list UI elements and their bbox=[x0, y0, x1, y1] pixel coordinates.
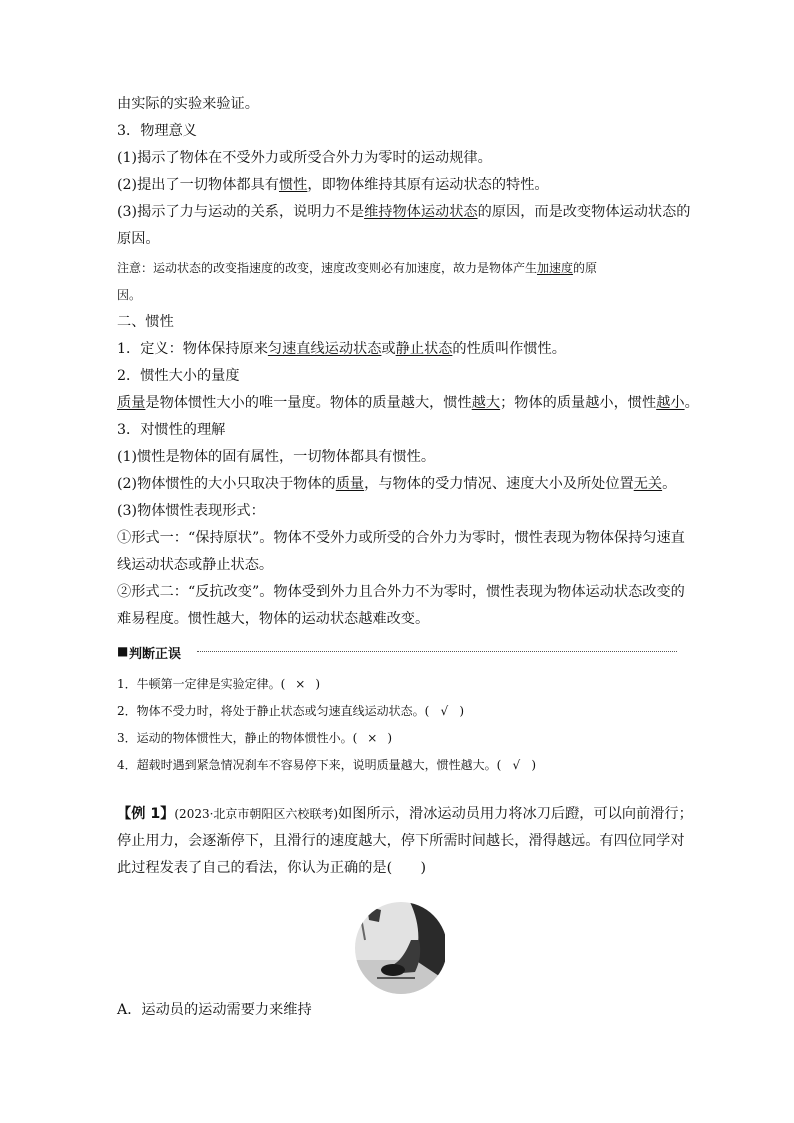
judge-item-text: 3．运动的物体惯性大，静止的物体惯性小。( bbox=[117, 731, 358, 745]
option-a: A．运动员的运动需要力来维持 bbox=[117, 1002, 312, 1018]
text-span: 如图所示，滑冰运动员用力将冰刀后蹬，可以向前滑行； bbox=[338, 806, 693, 822]
text-line: 原因。 bbox=[117, 231, 160, 247]
underlined-term: 质量 bbox=[117, 395, 146, 411]
text-span: ；物体的质量越小，惯性 bbox=[500, 395, 657, 411]
text-line: (1)惯性是物体的固有属性，一切物体都具有惯性。 bbox=[117, 449, 436, 465]
judge-item-end: ) bbox=[531, 758, 537, 772]
text-line bbox=[117, 175, 549, 195]
judge-item-end: ) bbox=[315, 677, 321, 691]
text-line: 线运动状态或静止状态。 bbox=[117, 557, 274, 573]
text-line: 难易程度。惯性越大，物体的运动状态越难改变。 bbox=[117, 611, 430, 627]
square-bullet-icon: ■ bbox=[117, 644, 129, 658]
speed-skater-figure bbox=[349, 900, 445, 996]
text-span: 的性质叫作惯性。 bbox=[452, 341, 566, 357]
judge-item-text: 2．物体不受力时，将处于静止状态或匀速直线运动状态。( bbox=[117, 704, 430, 718]
text-span: 。 bbox=[662, 476, 677, 492]
judge-item bbox=[117, 728, 392, 748]
text-line: 停止用力，会逐渐停下，且滑行的速度越大，停下所需时间越长，滑得越远。有四位同学对 bbox=[117, 833, 685, 849]
text-line: (1)揭示了物体在不受外力或所受合外力为零时的运动规律。 bbox=[117, 150, 492, 166]
text-line: ②形式二：“反抗改变”。物体受到外力且合外力不为零时，惯性表现为物体运动状态改变的 bbox=[117, 584, 685, 600]
section-heading-inertia: 二、惯性 bbox=[117, 314, 174, 330]
text-span: 注意：运动状态的改变指速度的改变，速度改变则必有加速度，故力是物体产生 bbox=[117, 261, 538, 275]
underlined-term: 越大 bbox=[471, 395, 501, 411]
answer-mark: × bbox=[295, 677, 306, 691]
text-span: 或 bbox=[381, 341, 396, 357]
text-span: (2)提出了一切物体都具有 bbox=[117, 177, 279, 193]
text-line: 由实际的实验来验证。 bbox=[117, 96, 259, 112]
text-line: (3)物体惯性表现形式： bbox=[117, 503, 265, 519]
text-line bbox=[117, 393, 699, 413]
judge-item bbox=[117, 701, 464, 721]
text-span: (2)物体惯性的大小只取决于物体的 bbox=[117, 476, 336, 492]
text-line bbox=[117, 474, 676, 494]
text-line bbox=[117, 202, 690, 222]
underlined-term: 惯性 bbox=[278, 177, 308, 193]
subheading-physical-meaning: 3．物理意义 bbox=[117, 123, 197, 139]
text-span: (3)揭示了力与运动的关系，说明力不是 bbox=[117, 204, 365, 220]
example-line bbox=[117, 804, 693, 824]
judge-item-end: ) bbox=[387, 731, 393, 745]
judge-section-header bbox=[117, 641, 677, 661]
underlined-term: 无关 bbox=[633, 476, 663, 492]
underlined-term: 越小 bbox=[656, 395, 685, 411]
judge-item-end: ) bbox=[459, 704, 465, 718]
text-span: ，即物体维持其原有运动状态的特性。 bbox=[307, 177, 549, 193]
subheading: 3．对惯性的理解 bbox=[117, 422, 226, 438]
answer-mark: × bbox=[367, 731, 378, 745]
judge-item bbox=[117, 674, 320, 694]
note-line bbox=[117, 258, 597, 278]
judge-item-text: 1．牛顿第一定律是实验定律。( bbox=[117, 677, 286, 691]
text-line bbox=[117, 339, 566, 359]
underlined-term: 维持物体运动状态 bbox=[364, 204, 478, 220]
text-span: 1．定义：物体保持原来 bbox=[117, 341, 268, 357]
text-line: ①形式一：“保持原状”。物体不受外力或所受的合外力为零时，惯性表现为物体保持匀速直 bbox=[117, 530, 685, 546]
dotted-divider bbox=[197, 651, 677, 652]
underlined-term: 匀速直线运动状态 bbox=[267, 341, 382, 357]
example-tag: 【例 1】 bbox=[117, 806, 175, 822]
text-span: 的原 bbox=[573, 261, 598, 275]
underlined-term: 加速度 bbox=[537, 261, 574, 275]
answer-mark: √ bbox=[440, 704, 449, 718]
text-span: 。 bbox=[684, 395, 699, 411]
subheading: 2．惯性大小的量度 bbox=[117, 368, 240, 384]
judge-item-text: 4．超载时遇到紧急情况刹车不容易停下来，说明质量越大，惯性越大。( bbox=[117, 758, 502, 772]
underlined-term: 质量 bbox=[335, 476, 365, 492]
text-span: 是物体惯性大小的唯一量度。物体的质量越大，惯性 bbox=[145, 395, 472, 411]
judge-item bbox=[117, 755, 536, 775]
answer-mark: √ bbox=[512, 758, 521, 772]
underlined-term: 静止状态 bbox=[395, 341, 453, 357]
example-source: (2023·北京市朝阳区六校联考) bbox=[174, 807, 339, 821]
text-span: 的原因，而是改变物体运动状态的 bbox=[477, 204, 691, 220]
text-span: ，与物体的受力情况、速度大小及所处位置 bbox=[364, 476, 634, 492]
judge-section-title: 判断正误 bbox=[129, 647, 182, 662]
text-line: 此过程发表了自己的看法，你认为正确的是( ) bbox=[117, 860, 427, 876]
note-line: 因。 bbox=[117, 288, 142, 302]
